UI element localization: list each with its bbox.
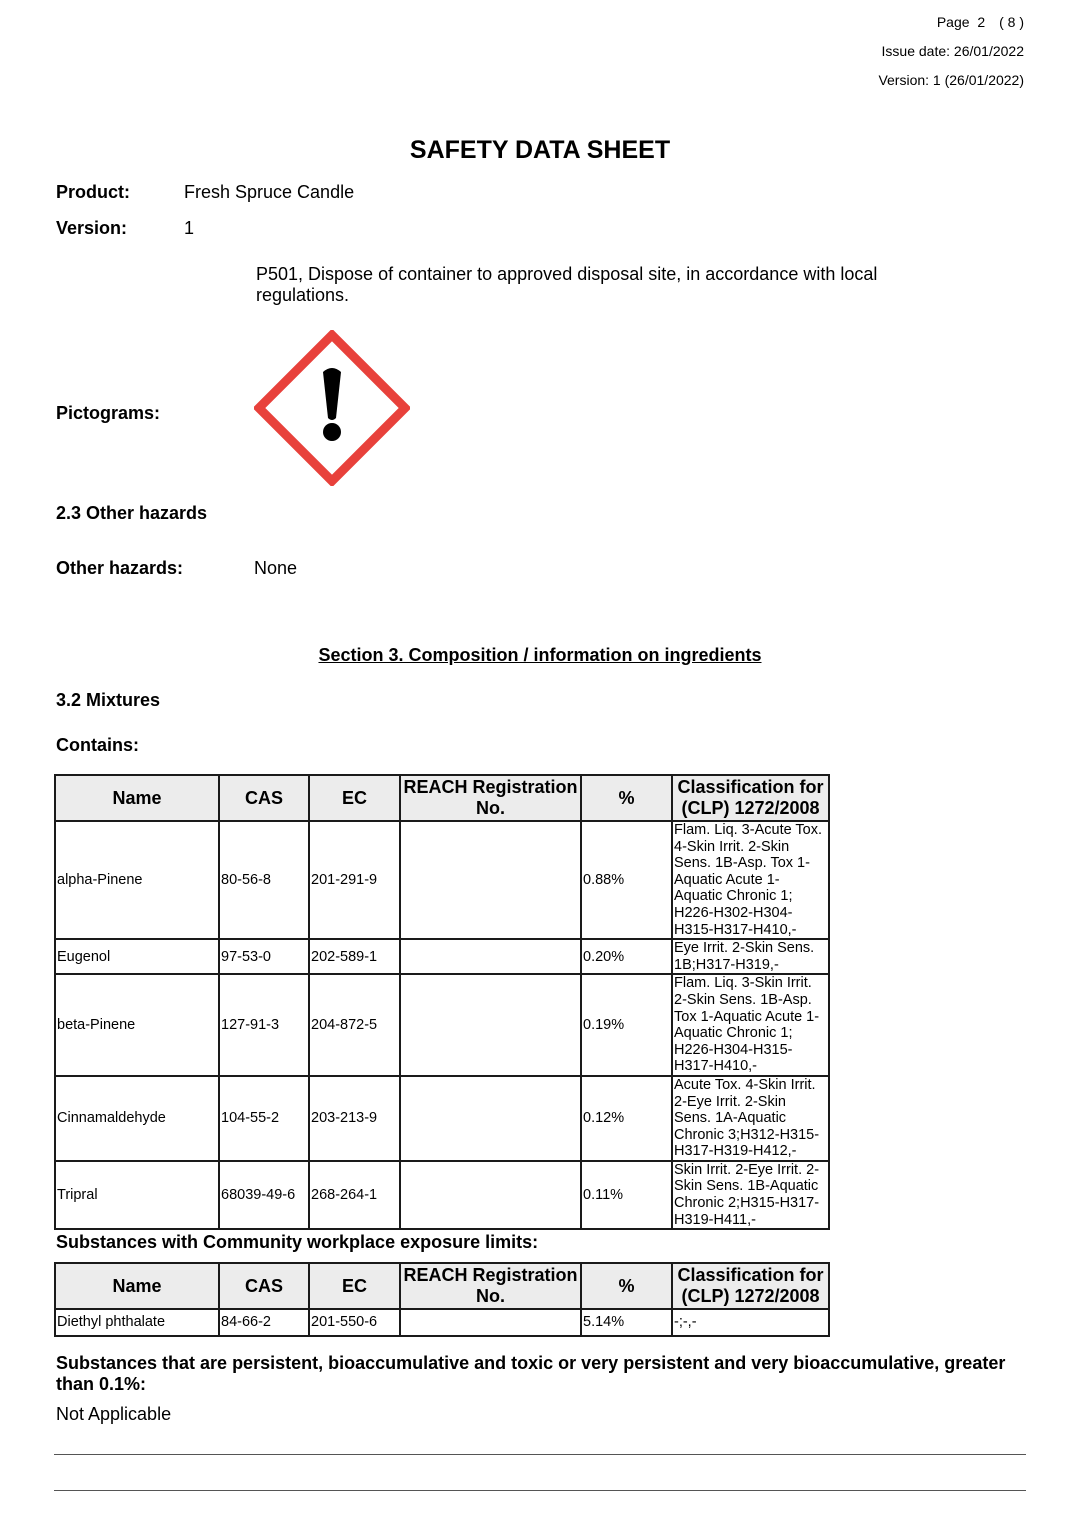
cell-name: Tripral xyxy=(55,1161,219,1229)
classification-line: Flam. Liq. 3-Acute Tox. xyxy=(674,822,823,838)
classification-line: Skin Irrit. 2-Eye Irrit. 2- xyxy=(674,1161,820,1178)
table-row xyxy=(55,974,829,1076)
col-header-reach-line-1: REACH Registration xyxy=(403,777,578,797)
table-header-row xyxy=(55,775,829,821)
col-header-classification-line-1: Classification for xyxy=(677,1265,824,1285)
exposure-limits-table xyxy=(54,1262,830,1337)
classification-line: Acute Tox. 4-Skin Irrit. xyxy=(674,1076,816,1093)
classification-line: H226-H304-H315- xyxy=(674,1041,793,1058)
cell-reach xyxy=(400,939,581,974)
col-header-classification-line-2: (CLP) 1272/2008 xyxy=(681,1286,820,1306)
classification-line: 1B;H317-H319,- xyxy=(674,956,779,973)
classification-line: H226-H302-H304- xyxy=(674,904,793,921)
cell-ec: 202-589-1 xyxy=(309,939,400,974)
other-hazards-label: Other hazards: xyxy=(56,558,184,578)
cell-classification xyxy=(672,939,829,974)
classification-line: 2-Skin Sens. 1B-Asp. xyxy=(674,991,812,1008)
cell-cas: 104-55-2 xyxy=(219,1076,309,1161)
page-total: ( 8 ) xyxy=(999,14,1024,30)
cell-ec: 268-264-1 xyxy=(309,1161,400,1229)
classification-line: Aquatic Chronic 1; xyxy=(674,888,793,905)
cell-ec: 201-291-9 xyxy=(309,821,400,939)
cell-reach xyxy=(400,1076,581,1161)
table-row xyxy=(55,1076,829,1161)
cell-classification xyxy=(672,1076,829,1161)
classification-line: Tox 1-Aquatic Acute 1- xyxy=(674,1008,820,1025)
cell-classification xyxy=(672,821,829,939)
classification-line: Skin Sens. 1B-Aquatic xyxy=(674,1178,819,1195)
cell-percent: 0.20% xyxy=(581,939,672,974)
version-value: 1 xyxy=(184,218,195,238)
cell-name: beta-Pinene xyxy=(55,974,219,1076)
classification-line: Eye Irrit. 2-Skin Sens. xyxy=(674,940,815,957)
version-info: Version: 1 (26/01/2022) xyxy=(878,72,1024,88)
col-header-cas: CAS xyxy=(219,775,309,821)
product-label: Product: xyxy=(56,182,130,202)
pbt-value: Not Applicable xyxy=(56,1404,172,1424)
col-header-classification-line-2: (CLP) 1272/2008 xyxy=(681,798,820,818)
pbt-heading-line-1: Substances that are persistent, bioaccumulative and toxic or very persistent and very bioaccumulative, greater xyxy=(56,1353,1006,1373)
cell-classification xyxy=(672,1161,829,1229)
table-header-row xyxy=(55,1263,829,1309)
issue-date: Issue date: 26/01/2022 xyxy=(881,43,1024,59)
cell-ec: 203-213-9 xyxy=(309,1076,400,1161)
cell-reach xyxy=(400,1309,581,1336)
classification-line: Sens. 1A-Aquatic xyxy=(674,1110,787,1127)
classification-line: 4-Skin Irrit. 2-Skin xyxy=(674,838,790,855)
col-header-classification-line-1: Classification for xyxy=(677,777,824,797)
col-header-classification xyxy=(672,775,829,821)
cell-cas: 68039-49-6 xyxy=(219,1161,309,1229)
classification-line: Aquatic Chronic 1; xyxy=(674,1025,793,1042)
cell-name: Diethyl phthalate xyxy=(55,1309,219,1336)
mixtures-heading: 3.2 Mixtures xyxy=(56,690,161,710)
classification-line: 2-Eye Irrit. 2-Skin xyxy=(674,1093,786,1110)
cell-reach xyxy=(400,1161,581,1229)
col-header-name: Name xyxy=(55,775,219,821)
classification-line: H317-H319-H412,- xyxy=(674,1143,797,1160)
col-header-ec: EC xyxy=(309,775,400,821)
cell-ec: 204-872-5 xyxy=(309,974,400,1076)
col-header-reach-line-2: No. xyxy=(476,798,505,818)
ingredients-table xyxy=(54,774,830,1230)
col-header-ec: EC xyxy=(309,1263,400,1309)
cell-cas: 80-56-8 xyxy=(219,821,309,939)
p501-line-1: P501, Dispose of container to approved disposal site, in accordance with local xyxy=(256,264,878,284)
cell-reach xyxy=(400,974,581,1076)
cell-percent: 5.14% xyxy=(581,1309,672,1336)
cell-cas: 84-66-2 xyxy=(219,1309,309,1336)
section-3-title: Section 3. Composition / information on ingredients xyxy=(318,645,762,665)
pbt-heading-line-2: than 0.1%: xyxy=(56,1374,147,1394)
other-hazards-value: None xyxy=(254,558,298,578)
cell-name: Cinnamaldehyde xyxy=(55,1076,219,1161)
p501-line-2: regulations. xyxy=(256,285,350,305)
cell-ec: 201-550-6 xyxy=(309,1309,400,1336)
classification-line: H319-H411,- xyxy=(674,1211,756,1228)
table-row xyxy=(55,1309,829,1336)
page-number: 2 xyxy=(977,14,986,30)
exposure-limits-heading: Substances with Community workplace exposure limits: xyxy=(56,1232,539,1252)
col-header-reach xyxy=(400,1263,581,1309)
col-header-reach-line-1: REACH Registration xyxy=(403,1265,578,1285)
cell-classification xyxy=(672,1309,829,1336)
classification-line: -;-,- xyxy=(674,1314,697,1331)
page-label: Page xyxy=(936,14,970,30)
table-row xyxy=(55,821,829,939)
col-header-reach-line-2: No. xyxy=(476,1286,505,1306)
pictograms-label: Pictograms: xyxy=(56,403,161,423)
col-header-name: Name xyxy=(55,1263,219,1309)
cell-percent: 0.19% xyxy=(581,974,672,1076)
cell-cas: 97-53-0 xyxy=(219,939,309,974)
ghs07-exclamation-mark-icon xyxy=(254,330,410,486)
cell-percent: 0.11% xyxy=(581,1161,672,1229)
contains-label: Contains: xyxy=(56,735,139,755)
product-value: Fresh Spruce Candle xyxy=(184,182,355,202)
col-header-classification xyxy=(672,1263,829,1309)
table-row xyxy=(55,1161,829,1229)
col-header-cas: CAS xyxy=(219,1263,309,1309)
cell-name: Eugenol xyxy=(55,939,219,974)
pbt-heading xyxy=(56,1353,1005,1395)
footer-divider-bottom xyxy=(54,1490,1026,1491)
cell-classification xyxy=(672,974,829,1076)
cell-percent: 0.88% xyxy=(581,821,672,939)
classification-line: Sens. 1B-Asp. Tox 1- xyxy=(674,855,810,872)
classification-line: Aquatic Acute 1- xyxy=(674,871,780,888)
cell-name: alpha-Pinene xyxy=(55,821,219,939)
version-label: Version: xyxy=(56,218,128,238)
col-header-reach xyxy=(400,775,581,821)
table-row xyxy=(55,939,829,974)
col-header-percent: % xyxy=(581,775,672,821)
document-title: SAFETY DATA SHEET xyxy=(409,136,671,164)
page-indicator xyxy=(937,14,1024,30)
precautionary-statement-p501 xyxy=(256,264,877,306)
classification-line: H315-H317-H410,- xyxy=(674,921,797,938)
col-header-percent: % xyxy=(581,1263,672,1309)
cell-percent: 0.12% xyxy=(581,1076,672,1161)
classification-line: Chronic 2;H315-H317- xyxy=(674,1195,820,1212)
footer-divider-top xyxy=(54,1454,1026,1455)
classification-line: Flam. Liq. 3-Skin Irrit. xyxy=(674,975,812,992)
cell-cas: 127-91-3 xyxy=(219,974,309,1076)
classification-line: Chronic 3;H312-H315- xyxy=(674,1126,820,1143)
other-hazards-heading: 2.3 Other hazards xyxy=(56,503,208,523)
cell-reach xyxy=(400,821,581,939)
classification-line: H317-H410,- xyxy=(674,1058,758,1075)
